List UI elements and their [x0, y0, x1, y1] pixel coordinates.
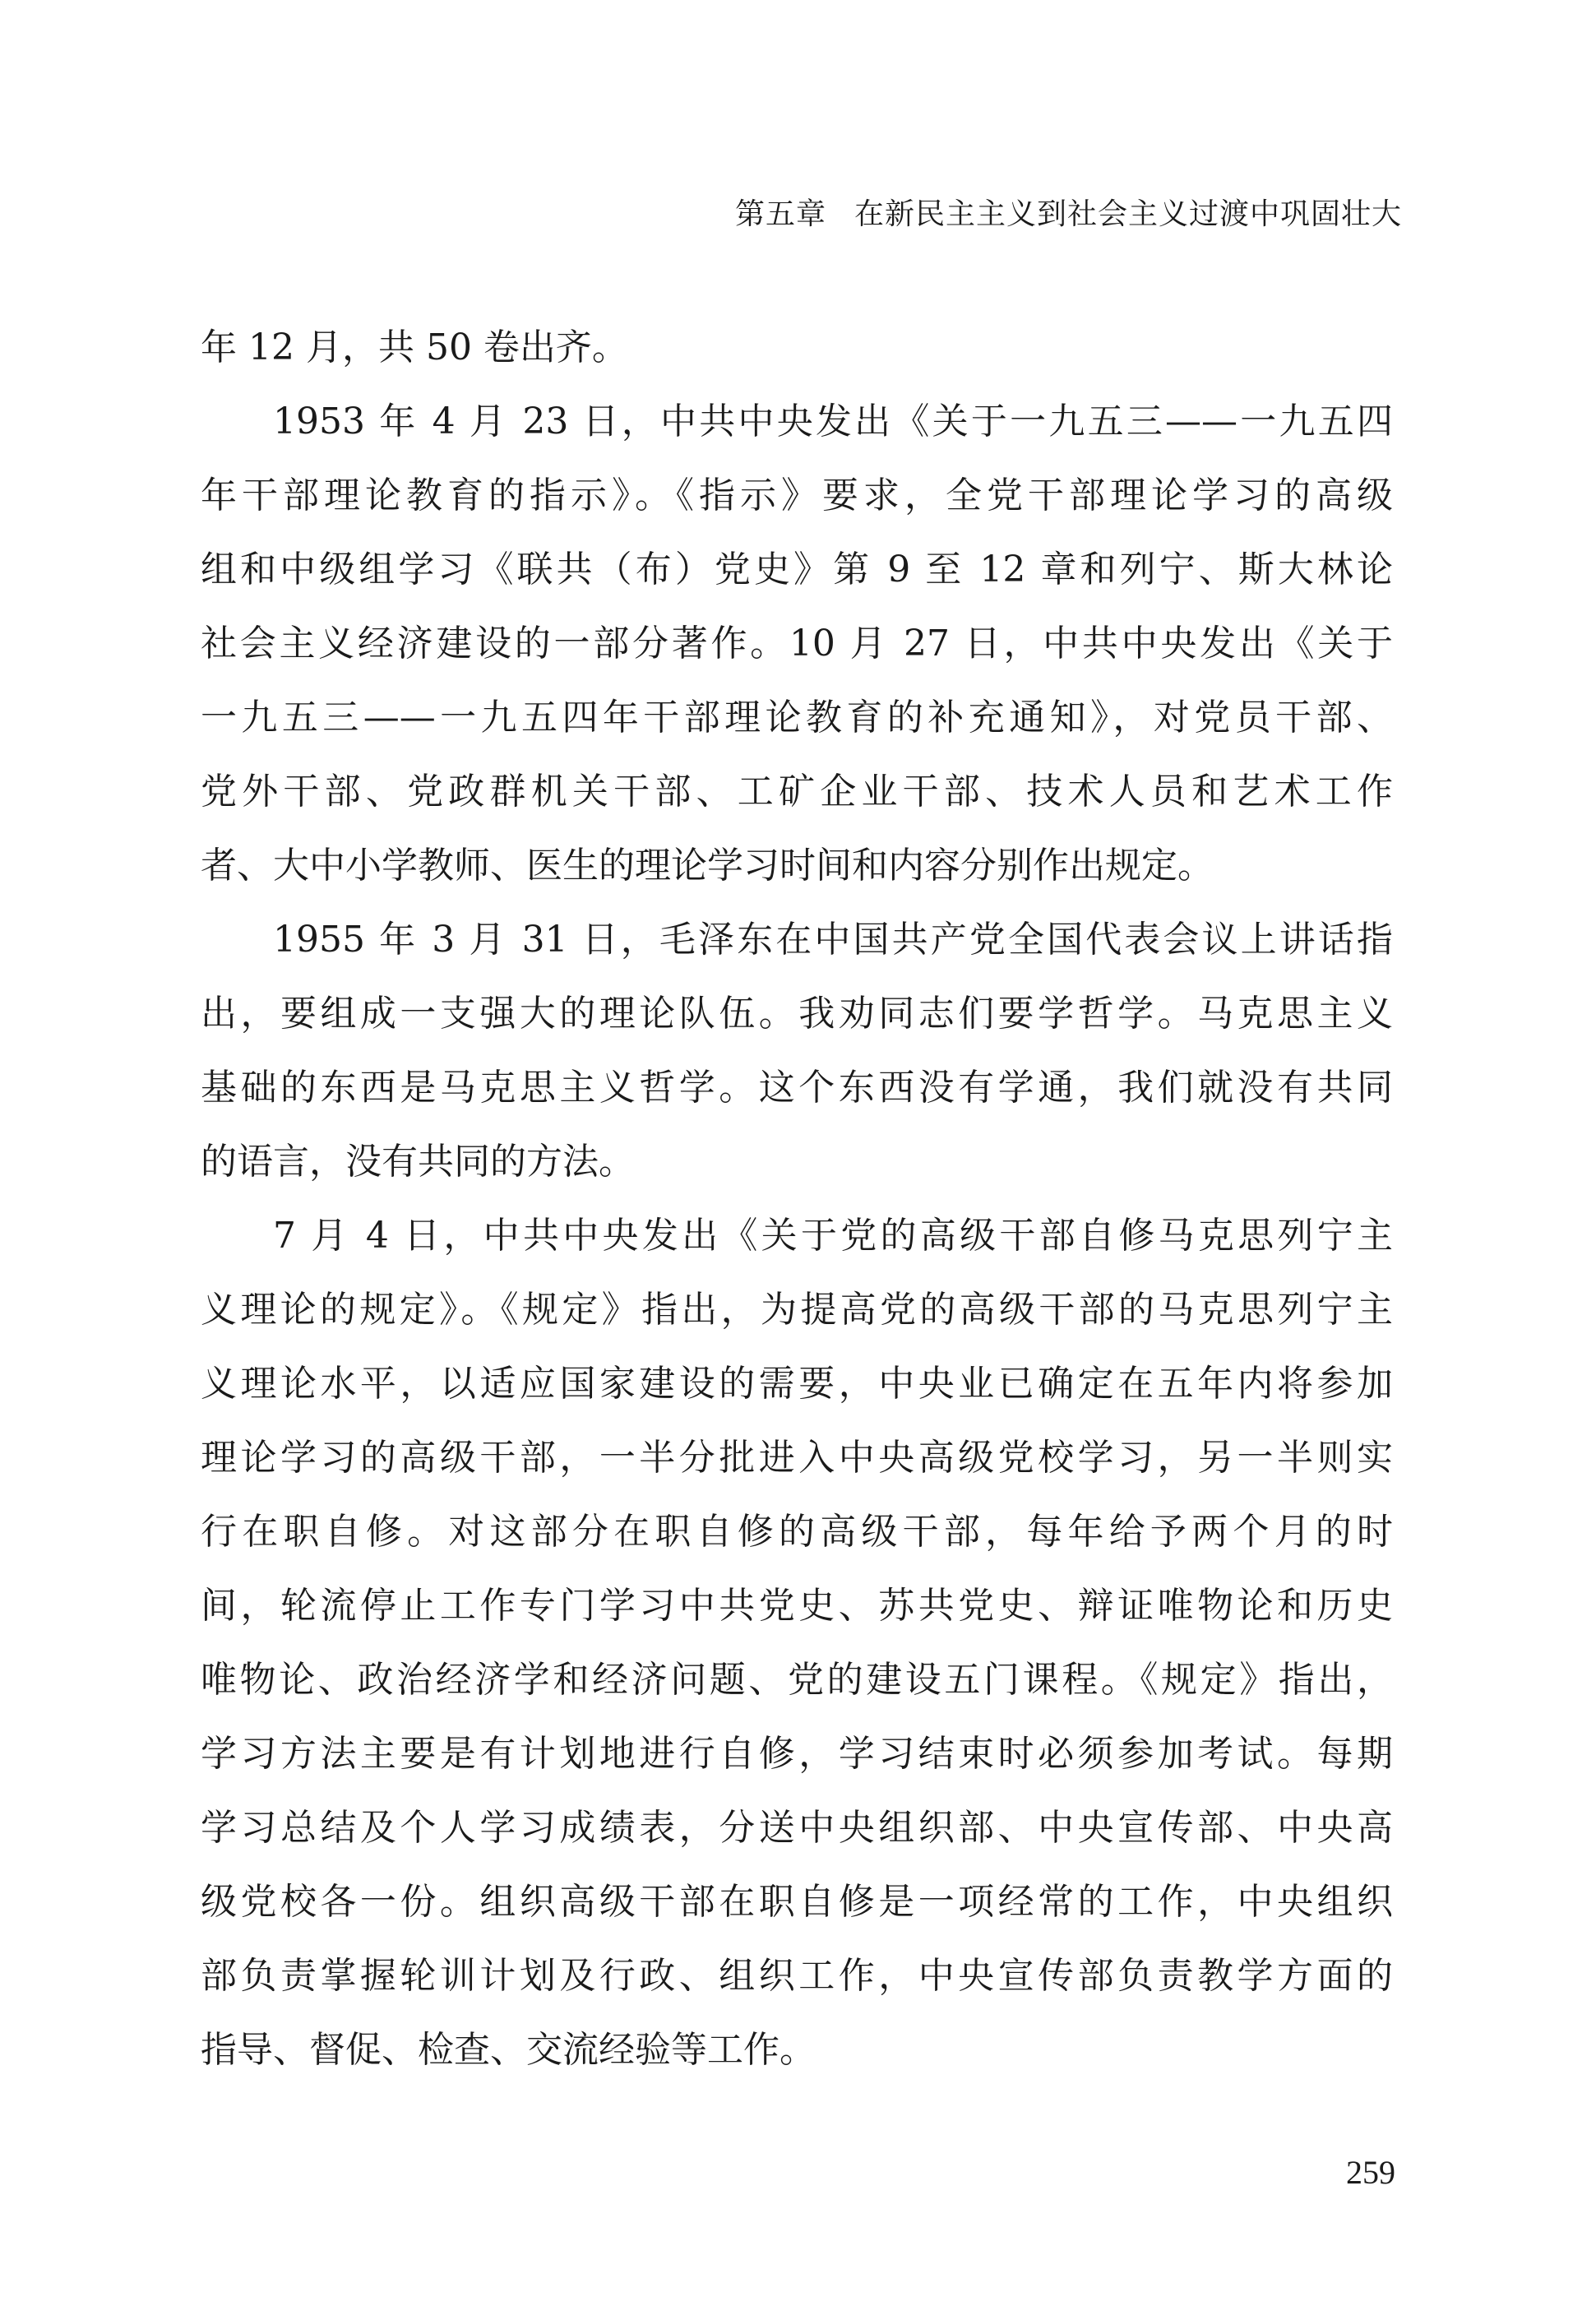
text-line: 级党校各一份。组织高级干部在职自修是一项经常的工作，中央组织 [201, 1881, 1393, 1923]
text-line: 的语言，没有共同的方法。 [201, 1141, 635, 1183]
paragraph-start-line: 1955 年 3 月 31 日，毛泽东在中国共产党全国代表会议上讲话指 [273, 919, 1393, 961]
text-line: 义理论水平，以适应国家建设的需要，中央业已确定在五年内将参加 [201, 1363, 1393, 1405]
text-line: 部负责掌握轮训计划及行政、组织工作，中央宣传部负责教学方面的 [201, 1955, 1393, 1997]
text-line: 党外干部、党政群机关干部、工矿企业干部、技术人员和艺术工作 [201, 771, 1393, 813]
paragraph-start-line: 7 月 4 日，中共中央发出《关于党的高级干部自修马克思列宁主 [273, 1215, 1393, 1257]
paragraph-start-line: 1953 年 4 月 23 日，中共中央发出《关于一九五三——一九五四 [273, 401, 1393, 442]
text-line: 出，要组成一支强大的理论队伍。我劝同志们要学哲学。马克思主义 [201, 993, 1393, 1035]
text-line: 唯物论、政治经济学和经济问题、党的建设五门课程。《规定》指出， [201, 1659, 1393, 1701]
text-line: 指导、督促、检查、交流经验等工作。 [201, 2029, 816, 2071]
text-line: 学习总结及个人学习成绩表，分送中央组织部、中央宣传部、中央高 [201, 1807, 1393, 1849]
text-line: 年干部理论教育的指示》。《指示》要求，全党干部理论学习的高级 [201, 475, 1393, 516]
chapter-title: 在新民主主义到社会主义过渡中巩固壮大 [854, 197, 1402, 231]
text-line: 理论学习的高级干部，一半分批进入中央高级党校学习，另一半则实 [201, 1437, 1393, 1479]
text-line: 一九五三——一九五四年干部理论教育的补充通知》，对党员干部、 [201, 697, 1393, 739]
text-line: 间，轮流停止工作专门学习中共党史、苏共党史、辩证唯物论和历史 [201, 1585, 1393, 1627]
text-line: 年 12 月，共 50 卷出齐。 [201, 326, 628, 368]
text-line: 学习方法主要是有计划地进行自修，学习结束时必须参加考试。每期 [201, 1733, 1393, 1775]
running-header [735, 191, 1402, 233]
page-number: 259 [1346, 2154, 1395, 2191]
text-line: 组和中级组学习《联共（布）党史》第 9 至 12 章和列宁、斯大林论 [201, 549, 1393, 590]
body-text [201, 311, 1393, 2087]
text-line: 者、大中小学教师、医生的理论学习时间和内容分别作出规定。 [201, 845, 1214, 887]
text-line: 社会主义经济建设的一部分著作。10 月 27 日，中共中央发出《关于 [201, 623, 1393, 665]
text-line: 行在职自修。对这部分在职自修的高级干部，每年给予两个月的时 [201, 1511, 1393, 1553]
text-line: 义理论的规定》。《规定》指出，为提高党的高级干部的马克思列宁主 [201, 1289, 1393, 1331]
text-line: 基础的东西是马克思主义哲学。这个东西没有学通，我们就没有共同 [201, 1067, 1393, 1109]
chapter-label: 第五章 [734, 197, 826, 231]
